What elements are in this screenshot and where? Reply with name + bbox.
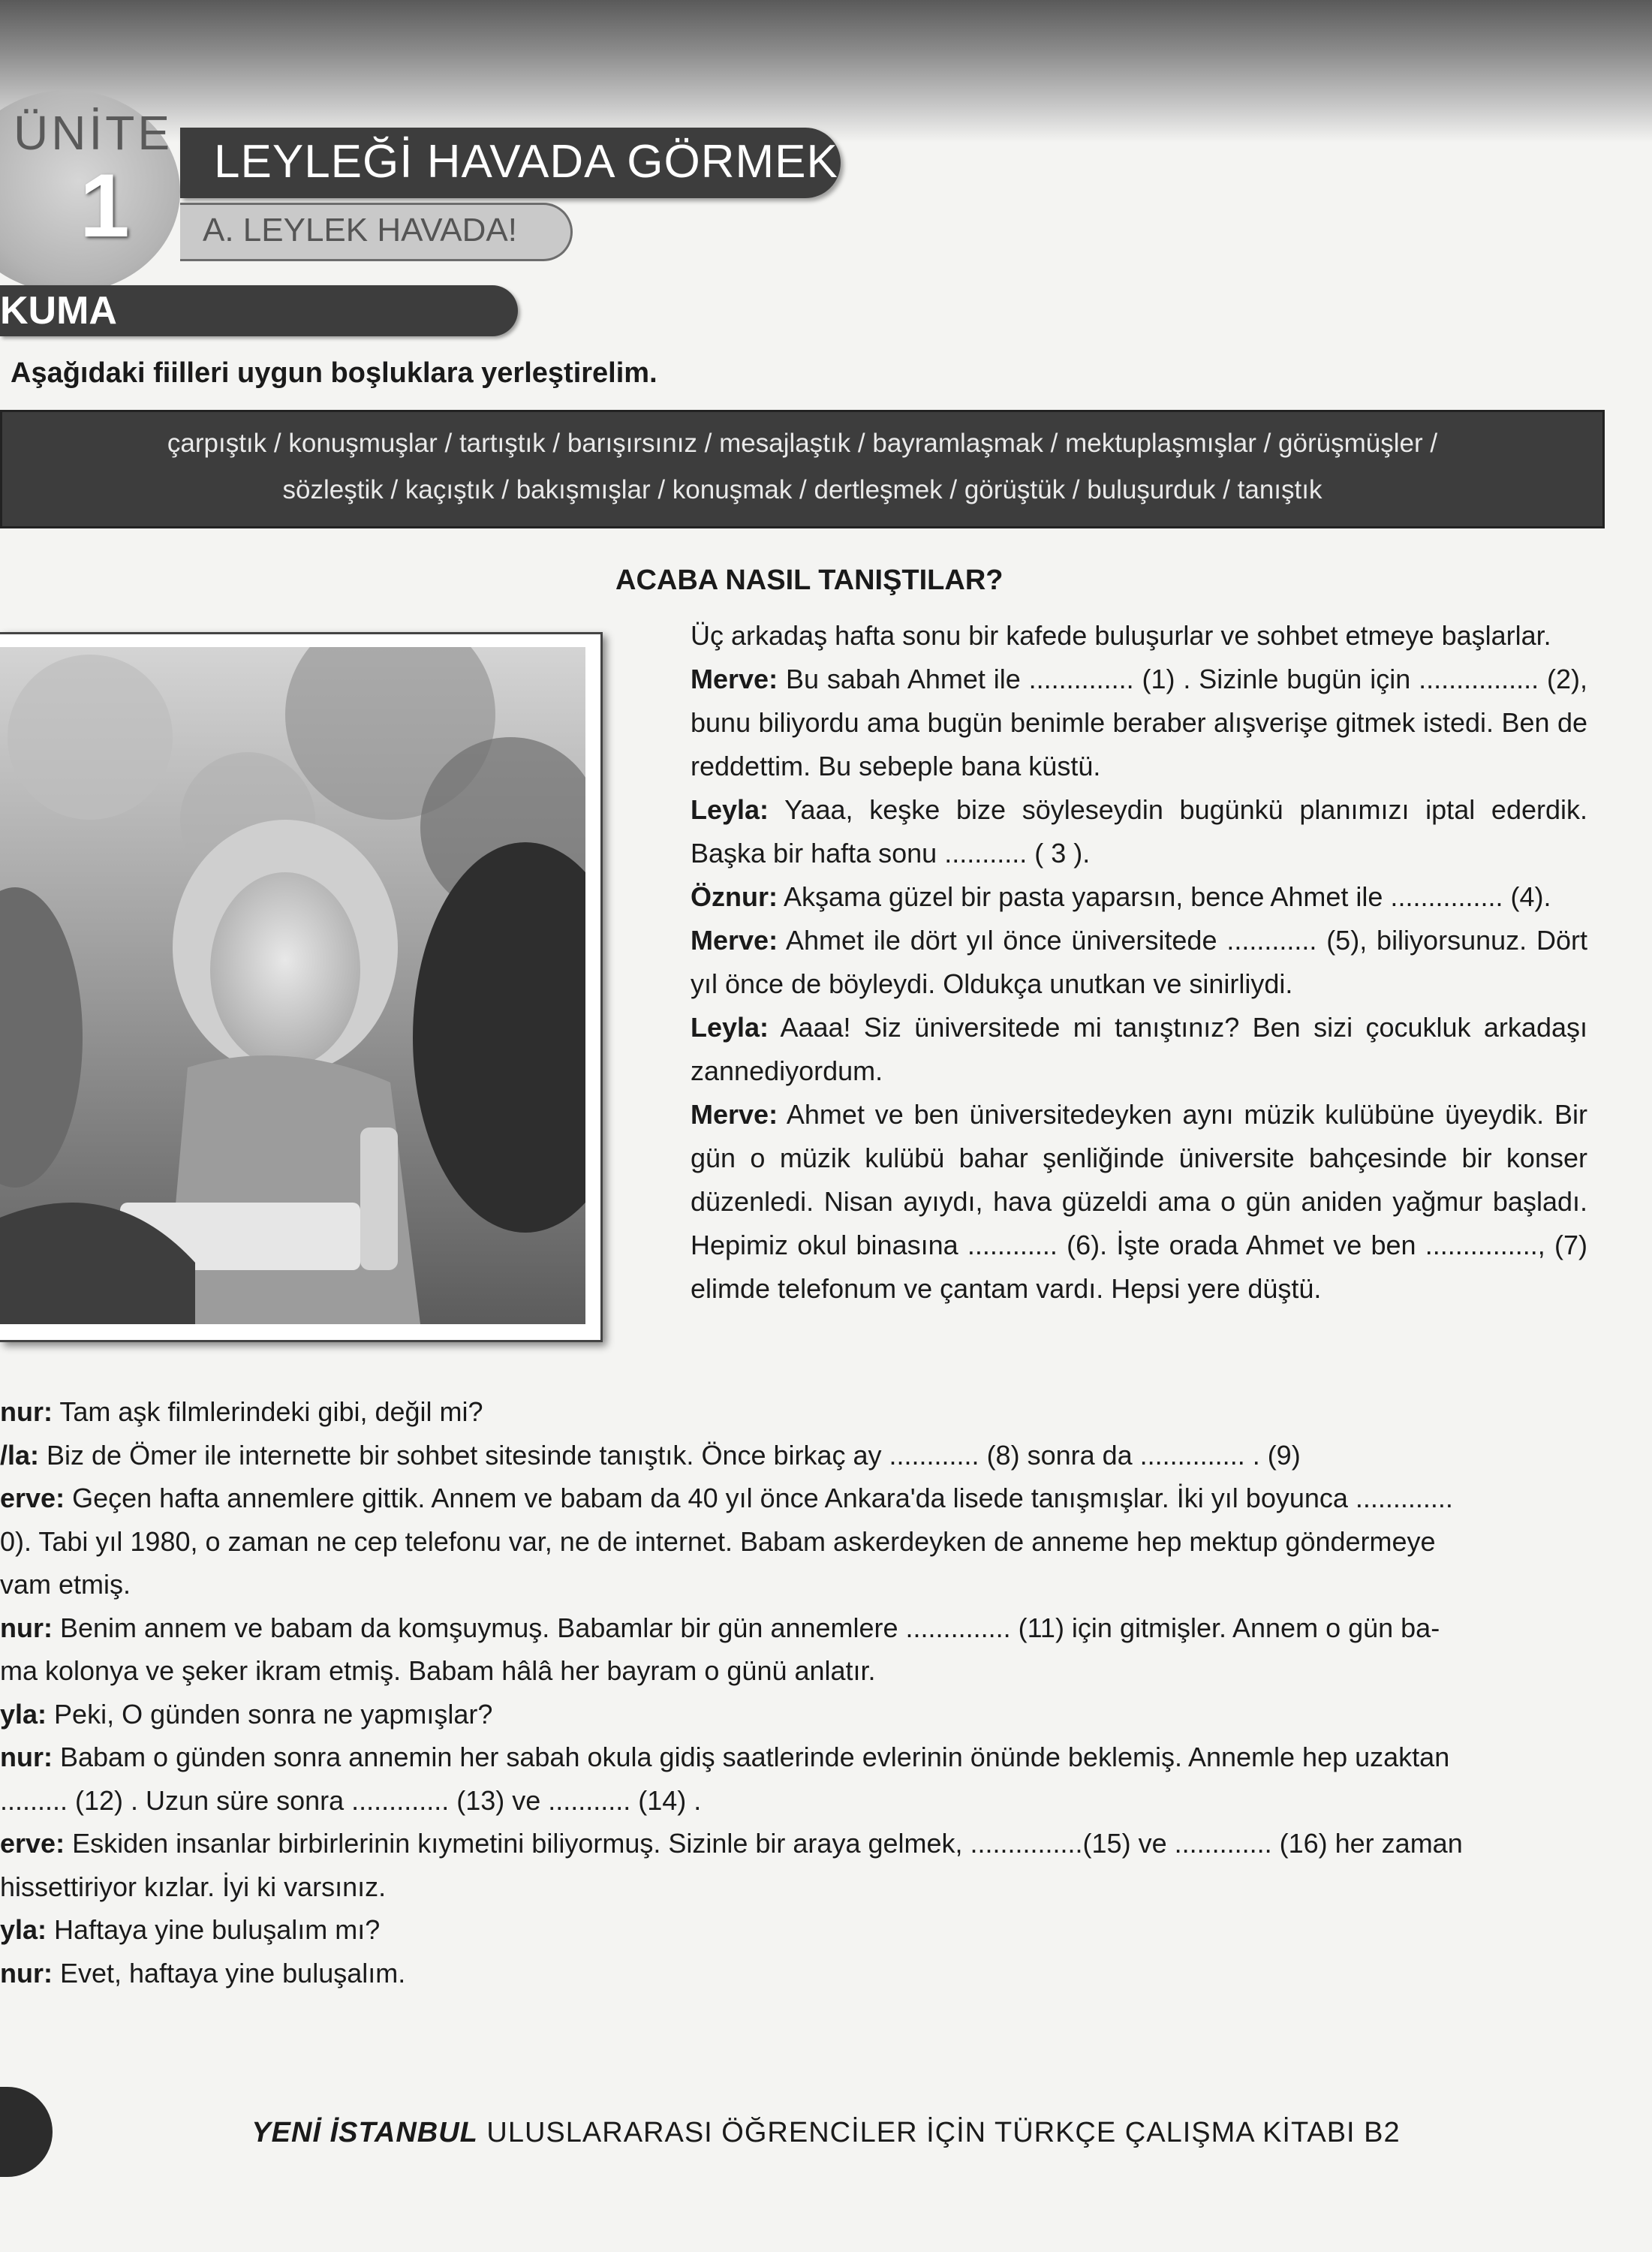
dialogue-text: Eskiden insanlar birbirlerinin kıymetini biliyormuş. Sizinle bir araya gelmek, ...............(15) ve ............. (16) her zaman xyxy=(65,1828,1463,1859)
reading-intro: Üç arkadaş hafta sonu bir kafede buluşurlar ve sohbet etmeye başlarlar. xyxy=(691,620,1551,651)
unit-label: ÜNİTE xyxy=(14,106,173,160)
speaker-name: nur: xyxy=(0,1396,53,1427)
dialogue-text: Babam o günden sonra annemin her sabah okula gidiş saatlerinde evlerinin önünde beklemiş. Annemle hep uzaktan xyxy=(52,1742,1450,1772)
speaker-name: Merve: xyxy=(691,1099,778,1130)
dialogue-text: Bu sabah Ahmet ile .............. (1) . Sizinle bugün için ................ (2), bunu biliyordu ama bugün benimle beraber alışverişe gitmek istedi. Ben de reddettim. Bu sebeple bana küstü. xyxy=(691,664,1587,781)
dialogue-line xyxy=(0,1649,1606,1693)
header-background xyxy=(0,0,1652,143)
section-title: KUMA xyxy=(0,289,117,333)
photo-illustration xyxy=(0,647,585,1324)
dialogue-text: Akşama güzel bir pasta yaparsın, bence Ahmet ile ............... (4). xyxy=(777,881,1551,912)
dialogue-line xyxy=(0,1693,1606,1736)
dialogue-text: hissettiriyor kızlar. İyi ki varsınız. xyxy=(0,1871,387,1902)
unit-title: LEYLEĞİ HAVADA GÖRMEK xyxy=(214,136,838,188)
word-bank-line-1: çarpıştık / konuşmuşlar / tartıştık / barışırsınız / mesajlaştık / bayramlaşmak / mektuplaşmışlar / görüşmüşler / xyxy=(167,429,1438,458)
dialogue-line xyxy=(691,1093,1587,1311)
dialogue-text: Aaaa! Siz üniversitede mi tanıştınız? Ben sizi çocukluk arkadaşı zannediyordum. xyxy=(691,1012,1587,1086)
dialogue-text: vam etmiş. xyxy=(0,1569,131,1600)
dialogue-line xyxy=(0,1563,1606,1606)
dialogue-text: 0). Tabi yıl 1980, o zaman ne cep telefonu var, ne de internet. Babam askerdeyken de anneme hep mektup göndermeye xyxy=(0,1525,1436,1557)
dialogue-text: Ahmet ile dört yıl önce üniversitede ............ (5), biliyorsunuz. Dört yıl önce de böyleydi. Oldukça unutkan ve sinirliydi. xyxy=(691,925,1587,999)
dialogue-text: Haftaya yine buluşalım mı? xyxy=(47,1914,381,1945)
dialogue-text: Biz de Ömer ile internette bir sohbet sitesinde tanıştık. Önce birkaç ay ............ (8) sonra da .............. . (9) xyxy=(39,1439,1301,1471)
reading-title: ACABA NASIL TANIŞTILAR? xyxy=(615,565,1004,596)
dialogue-text: Tam aşk filmlerindeki gibi, değil mi? xyxy=(52,1396,483,1427)
dialogue-line xyxy=(0,1390,1606,1434)
dialogue-text: Geçen hafta annemlere gittik. Annem ve babam da 40 yıl önce Ankara'da lisede tanışmışlar. İki yıl boyunca ............. xyxy=(65,1483,1453,1513)
dialogue-line xyxy=(0,1434,1606,1477)
speaker-name: nur: xyxy=(0,1957,53,1989)
dialogue-text: Benim annem ve babam da komşuymuş. Babamlar bir gün annemlere .............. (11) için gitmişler. Annem o gün ba- xyxy=(52,1612,1440,1643)
footer-title: ULUSLARARASI ÖĞRENCİLER İÇİN TÜRKÇE ÇALIŞMA KİTABI B2 xyxy=(477,2117,1401,2148)
dialogue-line xyxy=(0,1822,1606,1865)
dialogue-text: Yaaa, keşke bize söyleseydin bugünkü planımızı iptal ederdik. Başka bir hafta sonu ........... ( 3 ). xyxy=(691,794,1587,869)
dialogue-text: Ahmet ve ben üniversitedeyken aynı müzik kulübüne üyeydik. Bir gün o müzik kulübü bahar şenliğinde üniversite bahçesinde bir konser düzenledi. Nisan ayıydı, hava güzeldi ama o gün aniden yağmur başladı. Hepimiz okul binasına ............ (6). İşte orada Ahmet ve ben ..............., (7) elimde telefonum ve çantam vardı. Hepsi yere düştü. xyxy=(691,1099,1587,1304)
unit-number: 1 xyxy=(80,155,130,256)
dialogue-line xyxy=(691,788,1587,875)
dialogue-line xyxy=(691,875,1587,919)
dialogue-line xyxy=(691,1006,1587,1093)
speaker-name: Leyla: xyxy=(691,1012,769,1043)
dialogue-line xyxy=(0,1779,1606,1823)
footer-brand: YENİ İSTANBUL xyxy=(251,2117,478,2148)
exercise-instruction: Aşağıdaki fiilleri uygun boşluklara yerleştirelim. xyxy=(11,357,657,389)
page-footer xyxy=(0,2117,1652,2149)
reading-passage xyxy=(691,614,1587,1311)
dialogue-text: ma kolonya ve şeker ikram etmiş. Babam hâlâ her bayram o günü anlatır. xyxy=(0,1655,876,1686)
unit-subtitle: A. LEYLEK HAVADA! xyxy=(203,212,517,248)
word-bank-box xyxy=(0,410,1605,528)
cafe-friends-photo xyxy=(0,647,585,1324)
dialogue-text: Evet, haftaya yine buluşalım. xyxy=(52,1957,406,1989)
speaker-name: yla: xyxy=(0,1914,47,1945)
dialogue-line xyxy=(0,1606,1606,1650)
speaker-name: Öznur: xyxy=(691,881,778,912)
dialogue-line xyxy=(0,1477,1606,1520)
dialogue-text: ......... (12) . Uzun süre sonra ............. (13) ve ........... (14) . xyxy=(0,1784,702,1816)
speaker-name: yla: xyxy=(0,1698,47,1730)
dialogue-line xyxy=(0,1520,1606,1564)
dialogue-line xyxy=(691,919,1587,1006)
speaker-name: Merve: xyxy=(691,925,778,956)
dialogue-line xyxy=(0,1736,1606,1779)
speaker-name: Leyla: xyxy=(691,794,769,825)
dialogue-line xyxy=(0,1908,1606,1952)
speaker-name: erve: xyxy=(0,1483,65,1513)
speaker-name: erve: xyxy=(0,1828,65,1859)
speaker-name: Merve: xyxy=(691,664,778,694)
word-bank-line-2: sözleştik / kaçıştık / bakışmışlar / konuşmak / dertleşmek / görüştük / buluşurduk / tanıştık xyxy=(282,475,1323,504)
dialogue-text: Peki, O günden sonra ne yapmışlar? xyxy=(47,1698,493,1730)
dialogue-line xyxy=(691,658,1587,788)
speaker-name: nur: xyxy=(0,1612,53,1643)
speaker-name: /la: xyxy=(0,1439,40,1471)
speaker-name: nur: xyxy=(0,1742,53,1772)
reading-passage-continued xyxy=(0,1390,1606,1995)
dialogue-line xyxy=(0,1952,1606,1995)
dialogue-line xyxy=(0,1865,1606,1909)
